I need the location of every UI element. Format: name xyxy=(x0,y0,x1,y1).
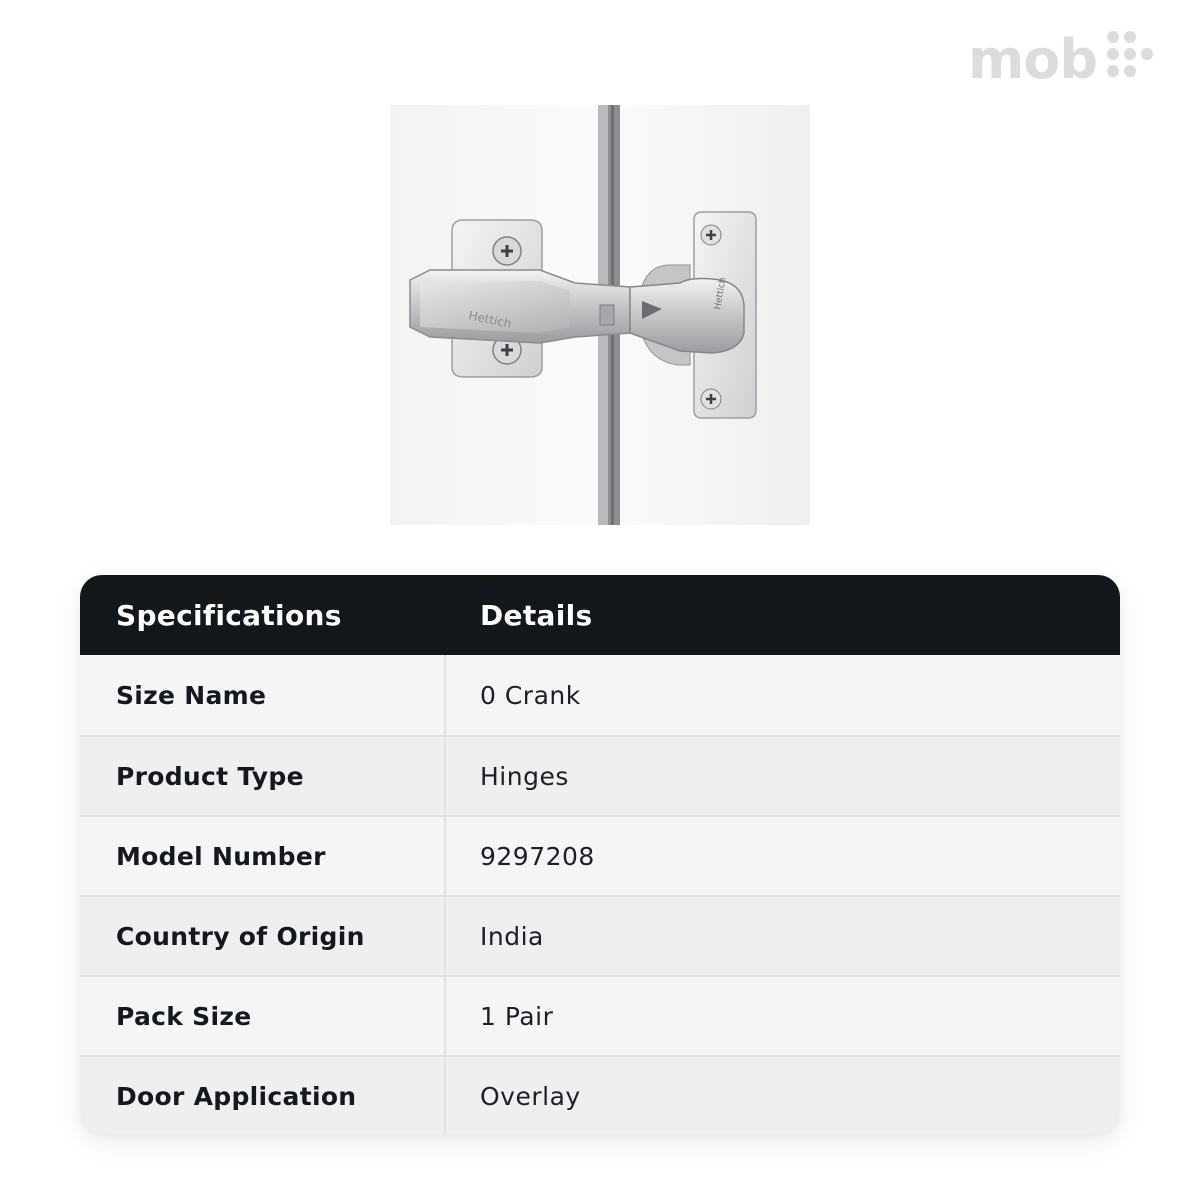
specifications-table xyxy=(80,575,1120,1135)
spec-label: Size Name xyxy=(80,655,446,735)
spec-value: 9297208 xyxy=(480,841,595,871)
spec-label: Country of Origin xyxy=(80,897,446,975)
spec-label: Product Type xyxy=(80,737,446,815)
table-row xyxy=(80,1055,1120,1135)
table-header xyxy=(80,575,1120,655)
table-row xyxy=(80,735,1120,815)
brand-dots-icon xyxy=(1107,31,1153,77)
spec-value: 1 Pair xyxy=(480,1001,554,1031)
svg-text:Hettich: Hettich xyxy=(467,308,513,331)
header-details: Details xyxy=(480,598,593,632)
brand-logo-text: mob xyxy=(968,28,1098,88)
product-image xyxy=(390,105,810,525)
table-row xyxy=(80,895,1120,975)
table-row xyxy=(80,655,1120,735)
brand-logo xyxy=(966,22,1156,88)
spec-value: India xyxy=(480,921,544,951)
spec-value: 0 Crank xyxy=(480,680,581,710)
spec-value: Overlay xyxy=(480,1081,581,1111)
spec-value: Hinges xyxy=(480,761,569,791)
spec-label: Model Number xyxy=(80,817,446,895)
header-specifications: Specifications xyxy=(116,598,342,632)
table-body xyxy=(80,655,1120,1135)
table-row xyxy=(80,975,1120,1055)
table-row xyxy=(80,815,1120,895)
svg-text:Hettich: Hettich xyxy=(713,276,729,311)
spec-label: Pack Size xyxy=(80,977,446,1055)
spec-label: Door Application xyxy=(80,1057,446,1135)
